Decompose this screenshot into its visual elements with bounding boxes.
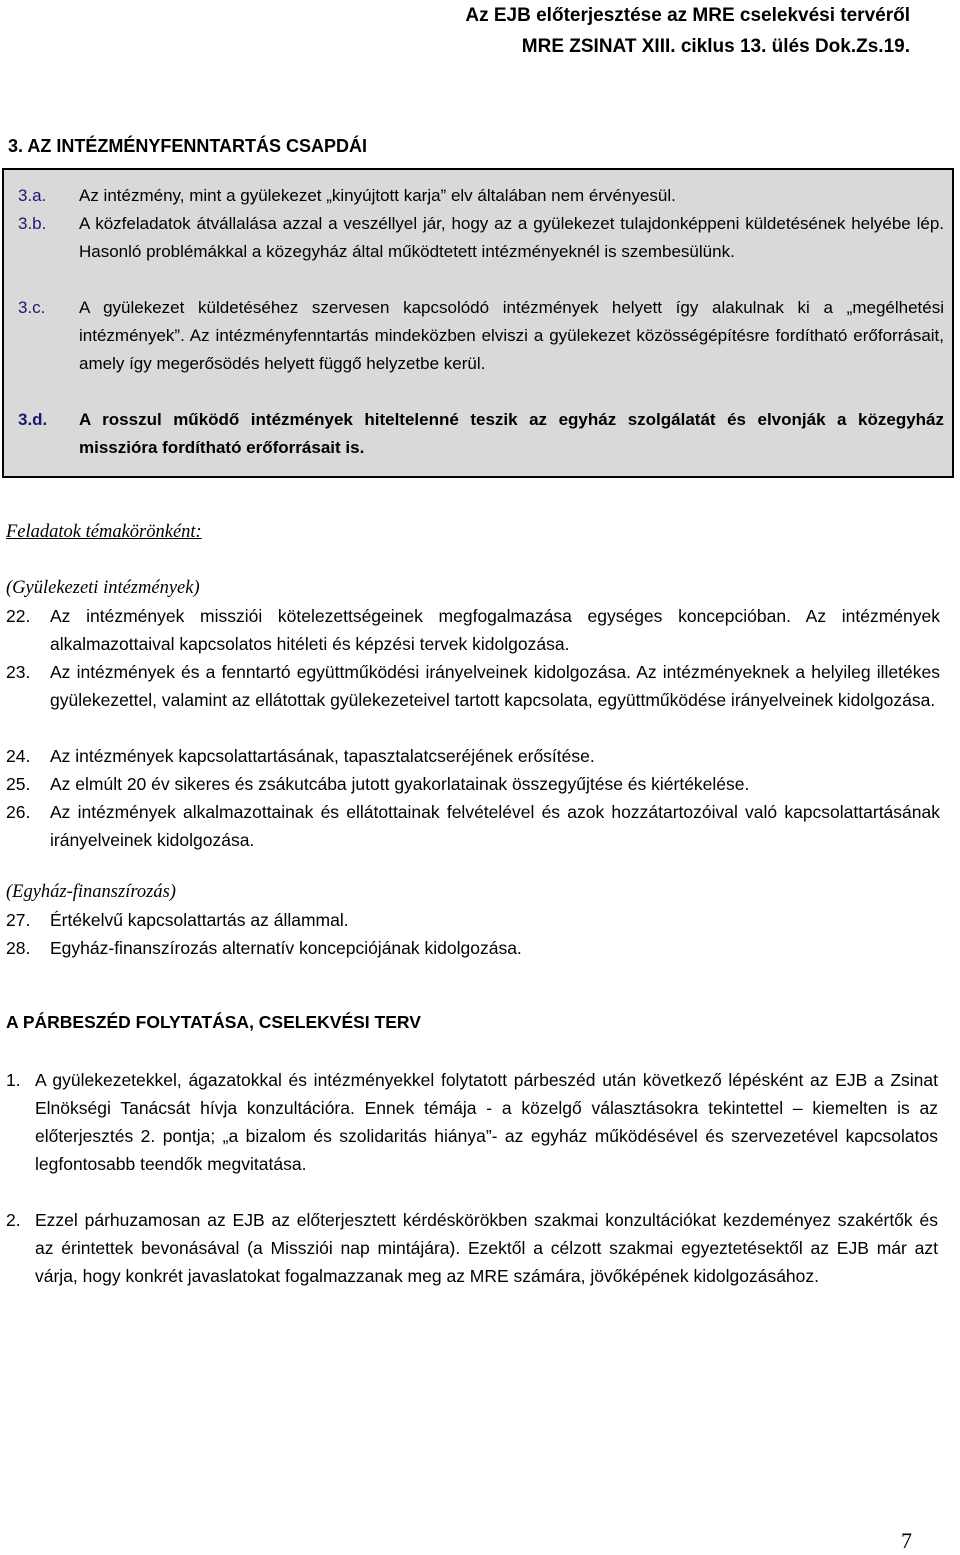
- tasks-title: Feladatok témakörönként:: [6, 522, 202, 542]
- page-number: 7: [901, 1528, 912, 1553]
- list-item: [6, 602, 940, 658]
- list-item-number: 24.: [6, 746, 31, 766]
- box-item-number: 3.b.: [18, 214, 47, 233]
- page-header: [465, 0, 910, 62]
- list-item: [6, 658, 940, 714]
- list-item: [6, 770, 940, 798]
- box-item-number: 3.d.: [18, 410, 48, 429]
- list-item: [6, 934, 940, 962]
- list-item-text: Az elmúlt 20 év sikeres és zsákutcába jutott gyakorlatainak összegyűjtése és kiértékelése.: [50, 774, 750, 794]
- box-item-number: 3.a.: [18, 186, 47, 205]
- section-title: 3. AZ INTÉZMÉNYFENNTARTÁS CSAPDÁI: [8, 136, 368, 156]
- box-item-3d: [4, 406, 944, 462]
- list-item-text: Értékelvű kapcsolattartás az állammal.: [50, 910, 349, 930]
- dialogue-heading: A PÁRBESZÉD FOLYTATÁSA, CSELEKVÉSI TERV: [6, 1012, 421, 1032]
- list-item-text: Az intézmények kapcsolattartásának, tapasztalatcseréjének erősítése.: [50, 746, 595, 766]
- list-item-number: 1.: [6, 1070, 21, 1090]
- list-item: [6, 1066, 938, 1178]
- group-title-institutions: (Gyülekezeti intézmények): [6, 578, 200, 598]
- list-item-text: Egyház-finanszírozás alternatív koncepciójának kidolgozása.: [50, 938, 522, 958]
- box-item-text: Az intézmény, mint a gyülekezet „kinyújtott karja” elv általában nem érvényesül.: [79, 186, 676, 205]
- list-item-text: A gyülekezetekkel, ágazatokkal és intézményekkel folytatott párbeszéd után következő lépésként az EJB a Zsinat Elnökségi Tanácsát hívja konzultációra. Ennek témája - a közelgő választásokra tekintettel – kiemelten is az előterjesztés 2. pontja; „a bizalom és szolidaritás hiánya”- az egyház működésével és szervezetével kapcsolatos legfontosabb teendők megvitatása.: [35, 1070, 938, 1174]
- list-item: [6, 798, 940, 854]
- header-line-1: Az EJB előterjesztése az MRE cselekvési tervéről: [465, 5, 910, 26]
- box-item-text: A gyülekezet küldetéséhez szervesen kapcsolódó intézmények helyett így alakulnak ki a „megélhetési intézmények”. Az intézményfenntartás mindeközben elviszi a gyülekezet közösségépítésre fordítható erőforrásait, amely így megerősödés helyett függő helyzetbe kerül.: [79, 298, 944, 373]
- list-item-number: 22.: [6, 606, 31, 626]
- box-item-3b: [4, 210, 944, 266]
- box-item-number: 3.c.: [18, 298, 46, 317]
- group-title-financing: (Egyház-finanszírozás): [6, 882, 176, 902]
- traps-box: [2, 168, 954, 478]
- list-item-number: 23.: [6, 662, 31, 682]
- list-item-number: 25.: [6, 774, 31, 794]
- list-item-text: Az intézmények és a fenntartó együttműködési irányelveinek kidolgozása. Az intézményeknek a helyileg illetékes gyülekezettel, valamint az ellátottak gyülekezeteivel tartott kapcsolata, együttműködése irányelveinek kidolgozása.: [50, 662, 940, 710]
- list-item: [6, 906, 940, 934]
- list-item-number: 28.: [6, 938, 31, 958]
- header-line-2: MRE ZSINAT XIII. ciklus 13. ülés Dok.Zs.19.: [521, 36, 910, 57]
- list-item: [6, 1206, 938, 1290]
- list-item-number: 27.: [6, 910, 31, 930]
- list-item-text: Az intézmények missziói kötelezettségeinek megfogalmazása egységes koncepcióban. Az intézmények alkalmazottaival kapcsolatos hitéleti és képzési tervek kidolgozása.: [50, 606, 940, 654]
- box-item-text: A közfeladatok átvállalása azzal a veszéllyel jár, hogy az a gyülekezet tulajdonképpeni küldetésének helyébe lép. Hasonló problémákkal a közegyház által működtetett intézményeknél is szembesülünk.: [79, 214, 944, 261]
- box-item-3c: [4, 294, 944, 378]
- box-item-text: A rosszul működő intézmények hiteltelenné teszik az egyház szolgálatát és elvonják a közegyház misszióra fordítható erőforrásait is.: [79, 410, 944, 457]
- list-item-text: Az intézmények alkalmazottainak és ellátottainak felvételével és azok hozzátartozóival való kapcsolattartásának irányelveinek kidolgozása.: [50, 802, 940, 850]
- list-item: [6, 742, 940, 770]
- box-item-3a: [4, 182, 944, 210]
- list-item-number: 26.: [6, 802, 31, 822]
- list-item-number: 2.: [6, 1210, 21, 1230]
- list-item-text: Ezzel párhuzamosan az EJB az előterjesztett kérdéskörökben szakmai konzultációkat kezdeményez szakértők és az érintettek bevonásával (a Missziói nap mintájára). Ezektől a célzott szakmai egyeztetésektől az EJB már azt várja, hogy konkrét javaslatokat fogalmazzanak meg az MRE számára, jövőképének kidolgozásához.: [35, 1210, 938, 1286]
